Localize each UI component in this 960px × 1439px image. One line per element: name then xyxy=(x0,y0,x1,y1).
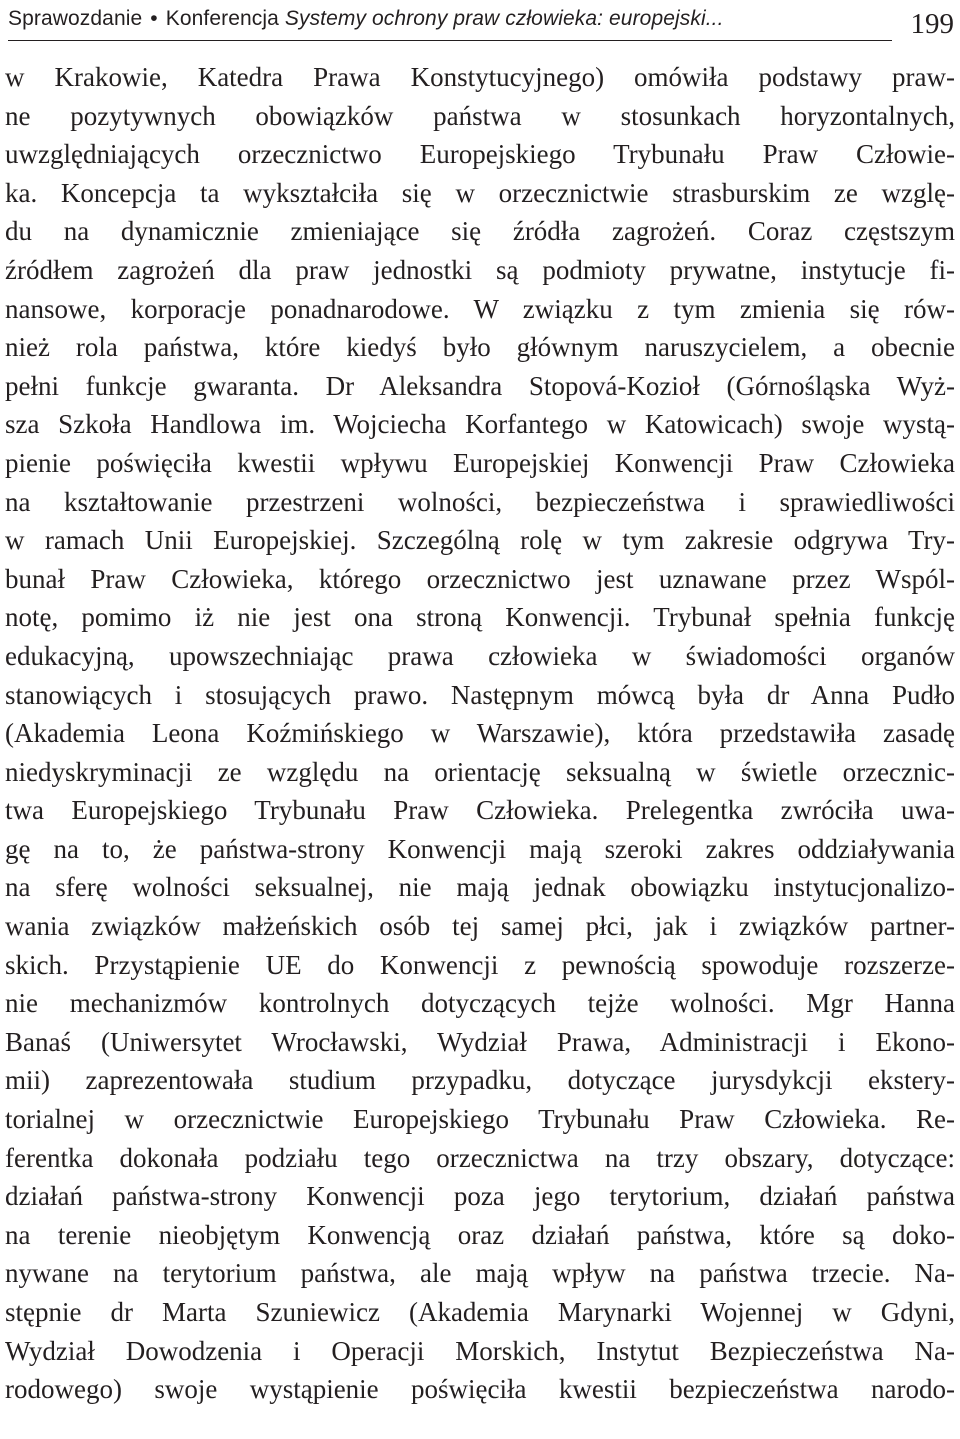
header-title-prefix: Konferencja xyxy=(165,7,285,30)
text-line: wania związków małżeńskich osób tej samej płci, jak i związków partner- xyxy=(5,911,955,942)
header-title xyxy=(8,6,724,32)
text-line: notę, pomimo iż nie jest ona stroną Konwencji. Trybunał spełnia funkcję xyxy=(5,602,955,633)
text-line: na kształtowanie przestrzeni wolności, bezpieczeństwa i sprawiedliwości xyxy=(5,486,955,517)
text-line: pienie poświęciła kwestii wpływu Europejskiej Konwencji Praw Człowieka xyxy=(5,447,955,478)
text-line: gę na to, że państwa-strony Konwencji mają szeroki zakres oddziaływania xyxy=(5,833,955,864)
header-title-italic: Systemy ochrony praw człowieka: europejski... xyxy=(284,7,724,30)
header-rule xyxy=(8,40,892,41)
text-line: źródłem zagrożeń dla praw jednostki są podmioty prywatne, instytucje fi- xyxy=(5,254,955,285)
text-line: Wydział Dowodzenia i Operacji Morskich, Instytut Bezpieczeństwa Na- xyxy=(5,1335,955,1366)
header-section: Sprawozdanie xyxy=(8,7,143,30)
text-line: skich. Przystąpienie UE do Konwencji z pewnością spowoduje rozszerze- xyxy=(5,949,955,980)
text-line: torialnej w orzecznictwie Europejskiego Trybunału Praw Człowieka. Re- xyxy=(5,1104,955,1135)
text-line: uwzględniających orzecznictwo Europejskiego Trybunału Praw Człowie- xyxy=(5,139,955,170)
text-line: nież rola państwa, które kiedyś było głównym naruszycielem, a obecnie xyxy=(5,332,955,363)
text-line: edukacyjną, upowszechniając prawa człowieka w świadomości organów xyxy=(5,640,955,671)
text-line: stępnie dr Marta Szuniewicz (Akademia Marynarki Wojennej w Gdyni, xyxy=(5,1297,955,1327)
header-bullet: • xyxy=(150,7,158,30)
text-line: ne pozytywnych obowiązków państwa w stosunkach horyzontalnych, xyxy=(5,100,955,131)
text-line: nywane na terytorium państwa, ale mają wpływ na państwa trzecie. Na- xyxy=(5,1258,955,1289)
text-line: ka. Koncepcja ta wykształciła się w orzecznictwie strasburskim ze wzglę- xyxy=(5,177,955,208)
text-line: nansowe, korporacje ponadnarodowe. W związku z tym zmienia się rów- xyxy=(5,293,955,324)
text-line: sza Szkoła Handlowa im. Wojciecha Korfantego w Katowicach) swoje wystą- xyxy=(5,409,955,440)
text-line: ferentka dokonała podziału tego orzecznictwa na trzy obszary, dotyczące: xyxy=(5,1142,955,1173)
text-line: stanowiących i stosujących prawo. Następnym mówcą była dr Anna Pudło xyxy=(5,679,955,710)
text-line: w ramach Unii Europejskiej. Szczególną rolę w tym zakresie odgrywa Try- xyxy=(5,525,955,556)
text-line: na terenie nieobjętym Konwencją oraz działań państwa, które są doko- xyxy=(5,1219,955,1250)
text-line: niedyskryminacji ze względu na orientację seksualną w świetle orzecznic- xyxy=(5,756,955,787)
text-line: w Krakowie, Katedra Prawa Konstytucyjnego) omówiła podstawy praw- xyxy=(5,62,955,92)
text-line: (Akademia Leona Koźmińskiego w Warszawie), która przedstawiła zasadę xyxy=(5,718,955,749)
text-line: Banaś (Uniwersytet Wrocławski, Wydział Prawa, Administracji i Ekono- xyxy=(5,1026,955,1057)
text-line: pełni funkcje gwaranta. Dr Aleksandra Stopová-Kozioł (Górnośląska Wyż- xyxy=(5,370,955,401)
text-line: nie mechanizmów kontrolnych dotyczących tejże wolności. Mgr Hanna xyxy=(5,988,955,1019)
text-line: mii) zaprezentowała studium przypadku, dotyczące jurysdykcji ekstery- xyxy=(5,1065,955,1096)
body-paragraph xyxy=(5,58,955,1409)
text-line: rodowego) swoje wystąpienie poświęciła kwestii bezpieczeństwa narodo- xyxy=(5,1374,955,1405)
text-line: bunał Praw Człowieka, którego orzecznictwo jest uznawane przez Wspól- xyxy=(5,563,955,594)
running-header xyxy=(8,4,954,44)
text-line: twa Europejskiego Trybunału Praw Człowieka. Prelegentka zwróciła uwa- xyxy=(5,795,955,826)
text-line: na sferę wolności seksualnej, nie mają jednak obowiązku instytucjonalizo- xyxy=(5,872,955,903)
text-line: działań państwa-strony Konwencji poza jego terytorium, działań państwa xyxy=(5,1181,955,1212)
page-number: 199 xyxy=(910,8,954,40)
text-line: du na dynamicznie zmieniające się źródła zagrożeń. Coraz częstszym xyxy=(5,216,955,247)
